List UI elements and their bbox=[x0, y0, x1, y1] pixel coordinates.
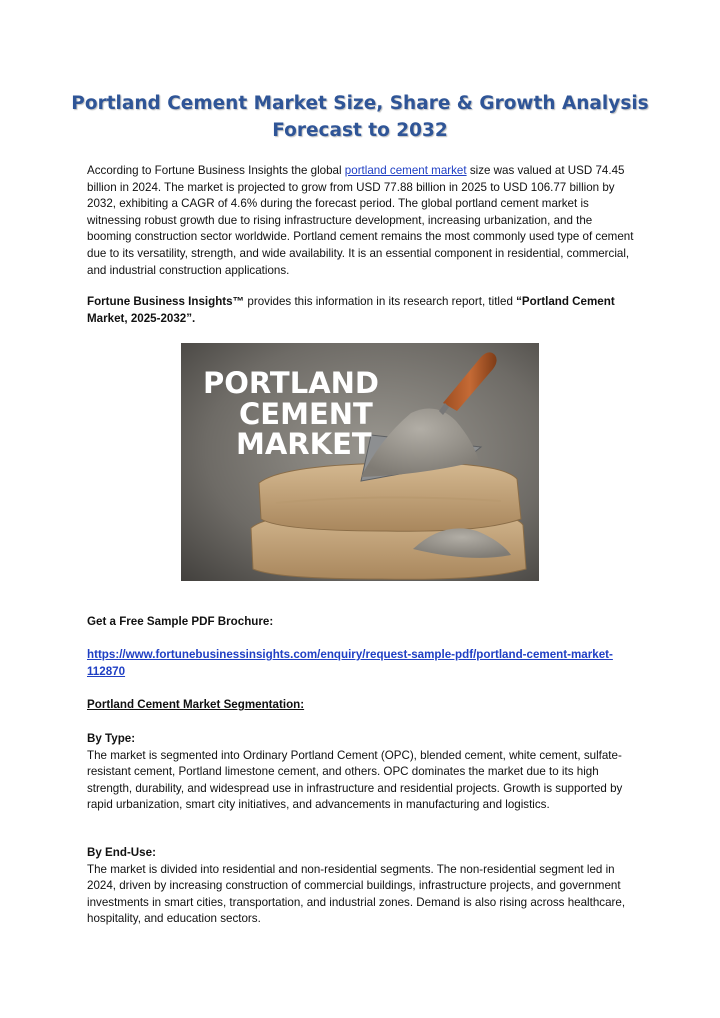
sample-pdf-link[interactable] bbox=[87, 648, 613, 678]
by-end-use-heading: By End-Use: bbox=[87, 846, 156, 859]
by-type-heading: By Type: bbox=[87, 732, 136, 745]
image-text-line-2: CEMENT bbox=[239, 397, 373, 431]
portland-cement-market-image bbox=[181, 343, 539, 581]
hero-illustration bbox=[181, 343, 539, 581]
intro-text-rest: size was valued at USD 74.45 billion in 2024. The market is projected to grow from USD 77.88 billion in 2025 to USD 106.77 billion by 2032, exhibiting a CAGR of 4.6% during the forecast period. The global portland cement market is witnessing robust growth due to rising infrastructure development, increasing urbanization, and the booming construction sector worldwide. Portland cement remains the most commonly used type of cement due to its versatility, strength, and wide availability. It is an essential component in residential, commercial, and industrial construction applications. bbox=[87, 164, 634, 277]
by-type-text: The market is segmented into Ordinary Portland Cement (OPC), blended cement, white cement, sulfate-resistant cement, Portland limestone cement, and others. OPC dominates the market due to its high strength, durability, and widespread use in infrastructure and residential projects. Growth is supported by rapid urbanization, smart city initiatives, and advancements in manufacturing and logistics. bbox=[87, 748, 623, 812]
image-text-line-1: PORTLAND bbox=[203, 366, 379, 400]
segmentation-heading: Portland Cement Market Segmentation: bbox=[87, 698, 305, 711]
by-type-section bbox=[87, 731, 635, 814]
by-end-use-section bbox=[87, 845, 635, 928]
page-title bbox=[0, 90, 720, 144]
intro-text-start: According to Fortune Business Insights the global bbox=[87, 164, 345, 177]
image-text-line-3: MARKET bbox=[236, 427, 372, 461]
source-text: provides this information in its research report, titled bbox=[244, 295, 517, 308]
by-end-use-text: The market is divided into residential and non-residential segments. The non-residential segment led in 2024, driven by increasing construction of commercial buildings, infrastructure projects, and government investments in smart cities, transportation, and industrial zones. Demand is also rising across healthcare, hospitality, and education sectors. bbox=[87, 862, 626, 926]
report-title: “Portland Cement Market, 2025-2032”. bbox=[87, 295, 615, 325]
portland-cement-market-link[interactable]: portland cement market bbox=[344, 164, 467, 177]
source-paragraph bbox=[87, 294, 635, 327]
title-line-2: Forecast to 2032 bbox=[272, 120, 448, 141]
sample-url-block bbox=[87, 647, 635, 680]
sample-url-line-1: https://www.fortunebusinessinsights.com/enquiry/request-sample-pdf/portland-cement-market- bbox=[87, 648, 613, 661]
intro-paragraph bbox=[87, 163, 635, 279]
sample-heading: Get a Free Sample PDF Brochure: bbox=[87, 615, 274, 628]
title-line-1: Portland Cement Market Size, Share & Growth Analysis bbox=[71, 93, 649, 114]
brand-name: Fortune Business Insights™ bbox=[87, 295, 245, 308]
sample-url-line-2: 112870 bbox=[87, 664, 126, 678]
